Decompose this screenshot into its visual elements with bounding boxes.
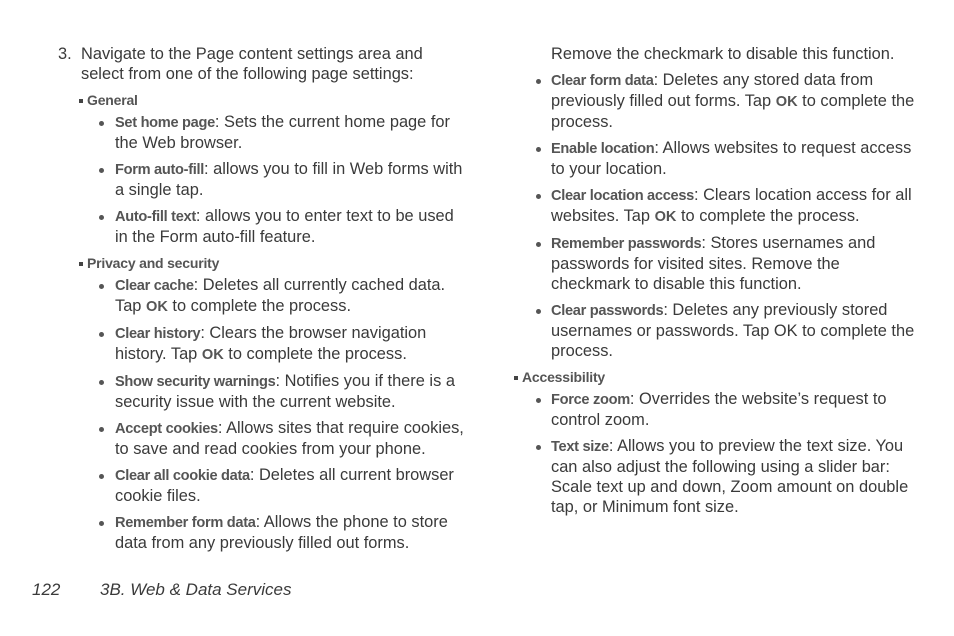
list-item: Clear history: Clears the browser navigation history. Tap OK to complete the process. bbox=[58, 323, 468, 365]
continuation-text: Remove the checkmark to disable this function. bbox=[551, 45, 895, 63]
bullet-icon bbox=[536, 194, 541, 199]
bullet-icon bbox=[536, 147, 541, 152]
bullet-icon bbox=[536, 79, 541, 84]
square-bullet-icon bbox=[79, 99, 83, 103]
bullet-icon bbox=[99, 215, 104, 220]
bullet-icon bbox=[536, 398, 541, 403]
list-item: Clear form data: Deletes any stored data from previously filled out forms. Tap OK to complete the process. bbox=[536, 70, 916, 132]
step-text: Navigate to the Page content settings area and select from one of the following page settings: bbox=[81, 45, 423, 83]
section-accessibility-title: Accessibility bbox=[514, 367, 916, 387]
bullet-icon bbox=[99, 380, 104, 385]
bullet-icon bbox=[99, 332, 104, 337]
right-column bbox=[522, 44, 916, 523]
bullet-icon bbox=[99, 284, 104, 289]
bullet-icon bbox=[536, 242, 541, 247]
footer-section-title: 3B. Web & Data Services bbox=[100, 580, 292, 599]
list-item: Clear passwords: Deletes any previously stored usernames or passwords. Tap OK to complete the process. bbox=[536, 300, 916, 361]
list-item: Remember passwords: Stores usernames and passwords for visited sites. Remove the checkmark to disable this function. bbox=[536, 233, 916, 294]
square-bullet-icon bbox=[514, 376, 518, 380]
list-item: Form auto-fill: allows you to fill in Web forms with a single tap. bbox=[58, 159, 468, 200]
list-item: Enable location: Allows websites to request access to your location. bbox=[536, 138, 916, 179]
bullet-icon bbox=[99, 474, 104, 479]
page-number: 122 bbox=[32, 580, 61, 599]
list-item: Show security warnings: Notifies you if there is a security issue with the current website. bbox=[58, 371, 468, 412]
list-item: Set home page: Sets the current home page for the Web browser. bbox=[58, 112, 468, 153]
list-item: Clear all cookie data: Deletes all current browser cookie files. bbox=[58, 465, 468, 506]
list-item: Text size: Allows you to preview the text size. You can also adjust the following using a slider bar: Scale text up and down, Zoom amount on double tap, or Minimum font size. bbox=[536, 436, 916, 517]
step-number: 3. bbox=[58, 45, 72, 63]
list-item: Clear location access: Clears location access for all websites. Tap OK to complete the process. bbox=[536, 185, 916, 227]
left-column bbox=[58, 44, 468, 559]
list-item: Force zoom: Overrides the website’s request to control zoom. bbox=[536, 389, 916, 430]
section-general-title: General bbox=[58, 90, 468, 110]
bullet-icon bbox=[99, 121, 104, 126]
bullet-icon bbox=[99, 427, 104, 432]
bullet-icon bbox=[99, 168, 104, 173]
section-privacy-title: Privacy and security bbox=[58, 253, 468, 273]
list-item: Remember form data: Allows the phone to store data from any previously filled out forms. bbox=[58, 512, 468, 553]
page-footer bbox=[32, 580, 292, 600]
step-3 bbox=[58, 44, 468, 84]
list-item: Auto-fill text: allows you to enter text to be used in the Form auto-fill feature. bbox=[58, 206, 468, 247]
bullet-icon bbox=[536, 445, 541, 450]
list-item: Accept cookies: Allows sites that require cookies, to save and read cookies from your phone. bbox=[58, 418, 468, 459]
square-bullet-icon bbox=[79, 262, 83, 266]
list-item: Clear cache: Deletes all currently cached data. Tap OK to complete the process. bbox=[58, 275, 468, 317]
bullet-icon bbox=[99, 521, 104, 526]
bullet-icon bbox=[536, 309, 541, 314]
